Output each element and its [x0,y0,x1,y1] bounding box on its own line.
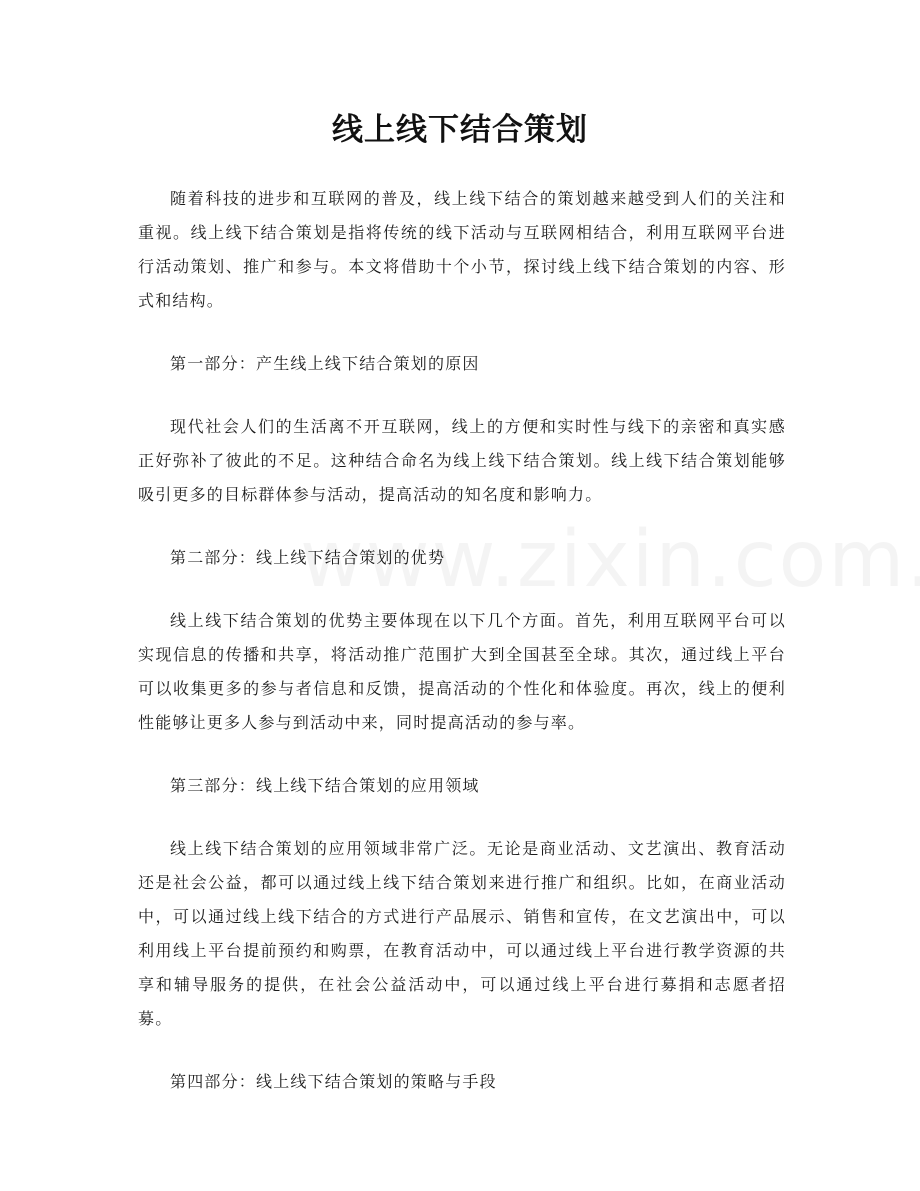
section-heading-3: 第三部分：线上线下结合策划的应用领域 [170,776,480,795]
section-heading-2: 第二部分：线上线下结合策划的优势 [170,548,446,567]
document-body [138,182,786,1128]
section-paragraph-1: 现代社会人们的生活离不开互联网，线上的方便和实时性与线下的亲密和真实感正好弥补了彼此的不足。这种结合命名为线上线下结合策划。线上线下结合策划能够吸引更多的目标群体参与活动，提高活动的知名度和影响力。 [138,417,786,504]
section-heading-1: 第一部分：产生线上线下结合策划的原因 [170,354,480,373]
section-paragraph-3: 线上线下结合策划的应用领域非常广泛。无论是商业活动、文艺演出、教育活动还是社会公益，都可以通过线上线下结合策划来进行推广和组织。比如，在商业活动中，可以通过线上线下结合的方式进行产品展示、销售和宣传，在文艺演出中，可以利用线上平台提前预约和购票，在教育活动中，可以通过线上平台进行教学资源的共享和辅导服务的提供，在社会公益活动中，可以通过线上平台进行募捐和志愿者招募。 [138,839,786,1028]
intro-paragraph: 随着科技的进步和互联网的普及，线上线下结合的策划越来越受到人们的关注和重视。线上线下结合策划是指将传统的线下活动与互联网相结合，利用互联网平台进行活动策划、推广和参与。本文将借助十个小节，探讨线上线下结合策划的内容、形式和结构。 [138,189,786,310]
document-title: 线上线下结合策划 [332,112,588,148]
section-heading-4: 第四部分：线上线下结合策划的策略与手段 [170,1072,497,1091]
section-paragraph-2: 线上线下结合策划的优势主要体现在以下几个方面。首先，利用互联网平台可以实现信息的传播和共享，将活动推广范围扩大到全国甚至全球。其次，通过线上平台可以收集更多的参与者信息和反馈，提高活动的个性化和体验度。再次，线上的便利性能够让更多人参与到活动中来，同时提高活动的参与率。 [138,611,786,732]
